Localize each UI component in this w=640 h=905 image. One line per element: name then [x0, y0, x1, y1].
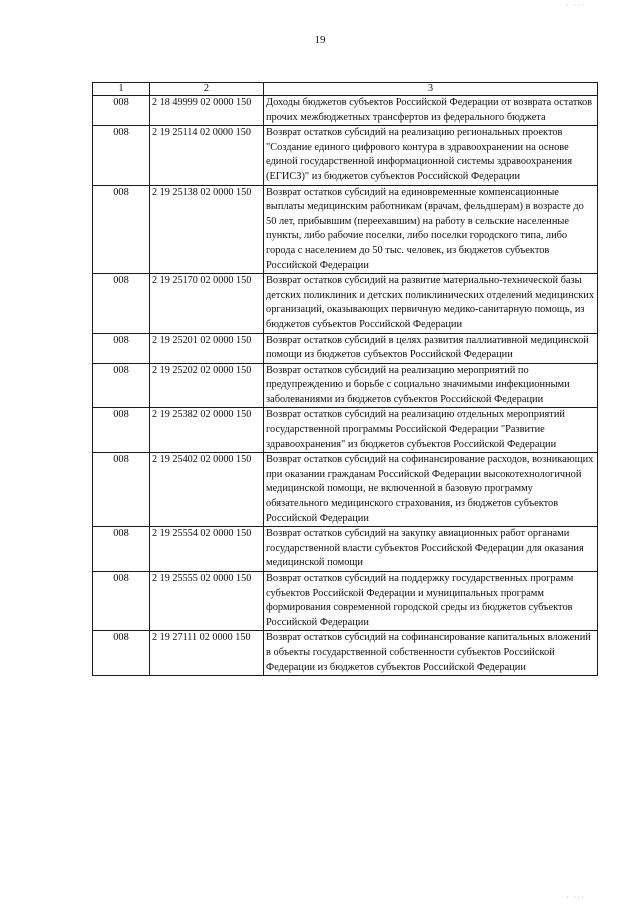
page-number: 19 [314, 34, 326, 46]
header-col-3: 3 [264, 83, 598, 96]
admin-code-cell: 008 [93, 453, 150, 527]
budget-code-cell: 2 19 25201 02 0000 150 [150, 333, 264, 363]
table-header [93, 83, 598, 96]
description-cell: Возврат остатков субсидий в целях развития паллиативной медицинской помощи из бюджетов субъектов Российской Федерации [264, 333, 598, 363]
description-cell: Возврат остатков субсидий на реализацию региональных проектов "Создание единого цифрового контура в здравоохранении на основе единой государственной информационной системы здравоохранения (ЕГИСЗ)" из бюджетов субъектов Российской Федерации [264, 126, 598, 185]
corner-scan-mark: · ··· [566, 892, 586, 902]
admin-code-cell: 008 [93, 333, 150, 363]
budget-code-cell: 2 19 25170 02 0000 150 [150, 274, 264, 333]
budget-code-cell: 2 19 25138 02 0000 150 [150, 185, 264, 274]
admin-code-cell: 008 [93, 185, 150, 274]
description-cell: Возврат остатков субсидий на поддержку государственных программ субъектов Российской Федерации и муниципальных программ формирования современной городской среды из бюджетов субъектов Российской Федерации [264, 572, 598, 631]
corner-scan-mark: · ··· [566, 0, 586, 10]
admin-code-cell: 008 [93, 126, 150, 185]
admin-code-cell: 008 [93, 631, 150, 676]
admin-code-cell: 008 [93, 274, 150, 333]
admin-code-cell: 008 [93, 527, 150, 572]
budget-code-cell: 2 19 25382 02 0000 150 [150, 408, 264, 453]
admin-code-cell: 008 [93, 363, 150, 408]
description-cell: Возврат остатков субсидий на реализацию отдельных мероприятий государственной программы Российской Федерации "Развитие здравоохранения" из бюджетов субъектов Российской Федерации [264, 408, 598, 453]
table-row [93, 333, 598, 363]
table-row [93, 527, 598, 572]
table-row [93, 453, 598, 527]
table-row [93, 363, 598, 408]
table-row [93, 631, 598, 676]
table-row [93, 408, 598, 453]
description-cell: Возврат остатков субсидий на софинансирование расходов, возникающих при оказании гражданам Российской Федерации высокотехнологичной медицинской помощи, не включенной в базовую программу обязательного медицинского страхования, из бюджетов субъектов Российской Федерации [264, 453, 598, 527]
table-row [93, 572, 598, 631]
admin-code-cell: 008 [93, 96, 150, 126]
header-col-2: 2 [150, 83, 264, 96]
budget-code-cell: 2 19 25555 02 0000 150 [150, 572, 264, 631]
header-col-1: 1 [93, 83, 150, 96]
budget-code-table [92, 82, 598, 676]
budget-code-cell: 2 19 27111 02 0000 150 [150, 631, 264, 676]
budget-code-cell: 2 19 25114 02 0000 150 [150, 126, 264, 185]
description-cell: Возврат остатков субсидий на софинансирование капитальных вложений в объекты государственной собственности субъектов Российской Федерации из бюджетов субъектов Российской Федерации [264, 631, 598, 676]
table-row [93, 126, 598, 185]
description-cell: Доходы бюджетов субъектов Российской Федерации от возврата остатков прочих межбюджетных трансфертов из федерального бюджета [264, 96, 598, 126]
budget-code-cell: 2 18 49999 02 0000 150 [150, 96, 264, 126]
description-cell: Возврат остатков субсидий на единовременные компенсационные выплаты медицинским работникам (врачам, фельдшерам) в возрасте до 50 лет, прибывшим (переехавшим) на работу в сельские населенные пункты, либо рабочие поселки, либо поселки городского типа, либо города с населением до 50 тыс. человек, из бюджетов субъектов Российской Федерации [264, 185, 598, 274]
description-cell: Возврат остатков субсидий на развитие материально-технической базы детских поликлиник и детских поликлинических отделений медицинских организаций, оказывающих первичную медико-санитарную помощь, из бюджетов субъектов Российской Федерации [264, 274, 598, 333]
description-cell: Возврат остатков субсидий на реализацию мероприятий по предупреждению и борьбе с социально значимыми инфекционными заболеваниями из бюджетов субъектов Российской Федерации [264, 363, 598, 408]
budget-code-cell: 2 19 25554 02 0000 150 [150, 527, 264, 572]
table-row [93, 274, 598, 333]
budget-code-cell: 2 19 25202 02 0000 150 [150, 363, 264, 408]
description-cell: Возврат остатков субсидий на закупку авиационных работ органами государственной власти субъектов Российской Федерации для оказания медицинской помощи [264, 527, 598, 572]
table-row [93, 185, 598, 274]
table-body [93, 96, 598, 676]
header-row [93, 83, 598, 96]
budget-code-cell: 2 19 25402 02 0000 150 [150, 453, 264, 527]
table-row [93, 96, 598, 126]
admin-code-cell: 008 [93, 408, 150, 453]
admin-code-cell: 008 [93, 572, 150, 631]
